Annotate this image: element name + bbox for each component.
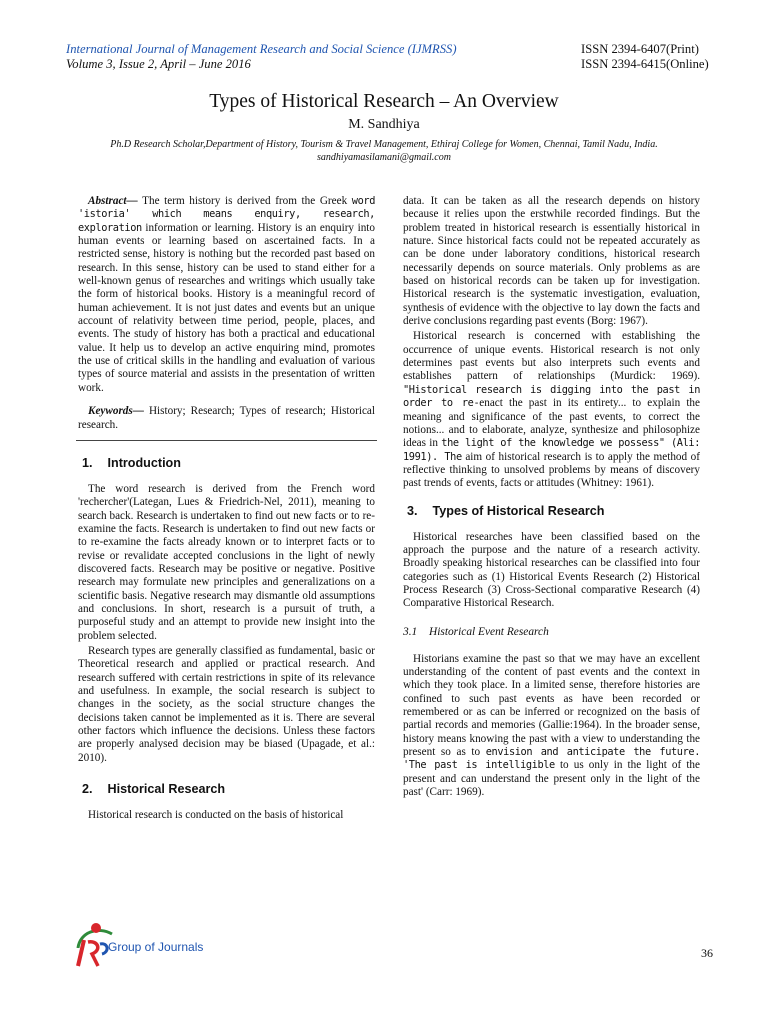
subsection-heading-event-research [403,625,700,639]
intro-paragraph-2: Research types are generally classified as fundamental, basic or Theoretical research and applied or practical research. And research suffered with certain restrictions in spite of its relevance and usefulness. In example, the social research is subject to changes in the society, as the social structure changes the decisions taken cannot be implemented as it is. There are several other factors which influence the decisions. Unless these factors are properly analysed decision may be biased (Upagade, et al.: 2010). [78,644,375,764]
historical-paragraph-1: Historical research is conducted on the basis of historical [88,809,344,822]
section-number: 2. [82,782,93,797]
abstract-text-b: information or learning. History is an enquiry into human events or learning based on ascertained facts. In a restricted sense, history is nothing but the recorded past based on research. In this sense, history can be used to stand either for a well-known genus of researches and writings which usually take the form of historical books. History is a meaningful record of human achievement. It is not just dates and events but an unique account of relativity between time period, people, places, and events. The study of history has both a practical and educational value. It help us to develop an active enquiring mind, promotes the use of critical skills in the handling and evaluation of various types of source material and assists in the presentation of written work. [78,221,375,394]
logo-text: Group of Journals [108,940,204,954]
issn-print: ISSN 2394-6407(Print) [581,42,699,56]
section-heading-types [403,503,700,519]
affiliation-text: Ph.D Research Scholar,Department of History, Tourism & Travel Management, Ethiraj College for Women, Chennai, Tamil Nadu, India. [110,139,658,150]
paper-title: Types of Historical Research – An Overview [209,91,559,112]
intro-paragraph-1: The word research is derived from the French word 'rechercher'(Lategan, Lues & Friedrich-Nel, 2011), meaning to search back. Research is undertaken to find out new facts or to re-examine the facts. Research is undertaken to find out new facts or to re-examine the facts already known or to interpret facts or to revise or revalidate accepted conclusions in the light of newly discovered facts. Research may be positive or negative. Positive research may formulate new principles and generalizations on a scientific basis. Negative research may dismantle old assumptions and conclusions. In short, research is a pursuit of truth, a purposeful study and an attempt to provide new insight into the problem selected. [78,482,375,642]
subsection-title: Historical Event Research [429,625,549,638]
abstract-label: Abstract— [88,195,138,207]
abstract-text-a: The term history is derived from the Greek [137,195,352,207]
keywords-label: Keywords— [88,405,144,418]
journal-header [66,42,546,72]
section-number: 3. [407,503,418,518]
divider [76,440,377,441]
section-number: 1. [82,455,93,470]
page-number: 36 [701,946,713,960]
abstract-text-mono: word 'istoria' which means enquiry, research, exploration [78,195,375,234]
keywords-text: History; Research; Types of research; Historical research. [78,405,375,431]
journal-volume: Volume 3, Issue 2, April – June 2016 [66,57,251,71]
issn-block [581,42,731,72]
right-p2-text-a: Historical research is concerned with establishing the occurrence of unique events. Historical research is not only determines past events but also interprets such events and establishes pattern of relationships (Murdick: 1969). [403,330,700,383]
author-email: sandhiyamasilamani@gmail.com [317,152,451,163]
section-title: Introduction [107,455,181,470]
right-p2-text-b: enact the past in its entirety... to explain the meaning and significance of the past events, to correct the notions... and to elaborate, analyze, synthesize and philosophize ideas in [403,397,700,450]
right-paragraph-2 [403,330,700,490]
section-title: Historical Research [107,782,226,797]
right-column [403,195,700,801]
section-heading-introduction [78,455,375,471]
event-p1-text-b: to us only in the light of the present and can understand the present only in the light of the past' (Carr: 1969). [403,759,700,799]
event-paragraph-1 [403,653,700,800]
right-paragraph-1: data. It can be taken as all the research depends on history because it relies upon the erstwhile recorded findings. But the problem treated in historical research is essentially historical in nature. Since historical facts could not be repeated accurately as can be done under laboratory conditions, historical research necessarily depends on source materials. Only problems as are based on historical records can be taken up for investigation. Historical research is the systematic investigation, evaluation, synthesis of evidence with the objective to lay down the facts and derive conclusions regarding past events (Borg: 1967). [403,195,700,328]
section-heading-historical-research [78,781,375,797]
abstract [78,195,375,395]
event-p1-quote: envision and anticipate the future. 'The past is intelligible [403,746,700,772]
journal-name: International Journal of Management Research and Social Science (IJMRSS) [66,42,457,56]
author-name: M. Sandhiya [348,117,420,132]
right-p2-text-c: aim of historical research is to apply the method of reflective thinking to unsolved problems by means of discovery past trends of events, facts or attitudes (Whitney: 1961). [403,450,700,490]
left-column [78,195,375,824]
subsection-number: 3.1 [403,625,418,638]
right-p2-quote-2: the light of the knowledge we possess" (Ali: 1991). The [403,437,700,463]
affiliation [0,138,768,164]
event-p1-text-a: Historians examine the past so that we may have an excellent understanding of the content of past events and the context in which they took place. In a limited sense, therefore histories are confined to such past events as have been recorded or remembered or as can be inferred or recognized on the basis of partial records and memories (Gallie:1964). In the broader sense, history means knowing the past with a view to understanding the present so as to [403,652,700,759]
types-paragraph-1: Historical researches have been classified based on the approach the purpose and the nature of a research activity. Broadly speaking historical researches can be classified into four categories such as (1) Historical Events Research (2) Historical Process Research (3) Cross-Sectional comparative Research (4) Comparative Historical Research. [403,530,700,610]
right-p2-quote: "Historical research is digging into the past in order to re- [403,383,700,410]
keywords [78,405,375,432]
issn-online: ISSN 2394-6415(Online) [581,57,709,71]
section-title: Types of Historical Research [432,503,605,518]
